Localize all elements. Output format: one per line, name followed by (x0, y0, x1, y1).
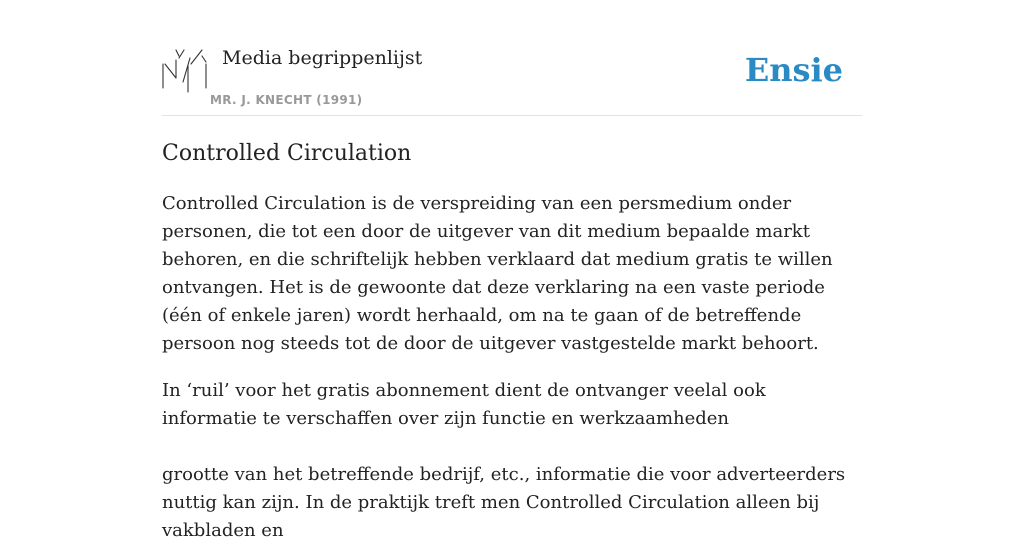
book-title[interactable]: Media begrippenlijst (222, 47, 423, 69)
ensie-logo-link[interactable]: Ensie (744, 51, 843, 89)
article-paragraph: In ‘ruil’ voor het gratis abonnement dient de ontvanger veelal ook informatie te verschaffen over zijn functie en werkzaamheden (162, 380, 766, 429)
article-title: Controlled Circulation (162, 141, 412, 166)
book-author: MR. J. KNECHT (1991) (210, 93, 363, 107)
article (162, 138, 862, 545)
ensie-monogram-icon[interactable] (162, 48, 208, 94)
article-paragraph: Controlled Circulation is de verspreiding van een persmedium onder personen, die tot een door de uitgever van dit medium bepaalde markt behoren, en die schriftelijk hebben verklaard dat medium gratis te willen ontvangen. Het is de gewoonte dat deze verklaring na een vaste periode (één of enkele jaren) wordt herhaald, om na te gaan of de betreffende persoon nog steeds tot de door de uitgever vastgestelde markt behoort. (162, 193, 833, 354)
page-header (162, 44, 862, 116)
article-paragraph: grootte van het betreffende bedrijf, etc., informatie die voor adverteerders nuttig kan zijn. In de praktijk treft men Controlled Circulation alleen bij vakbladen en (162, 464, 846, 541)
